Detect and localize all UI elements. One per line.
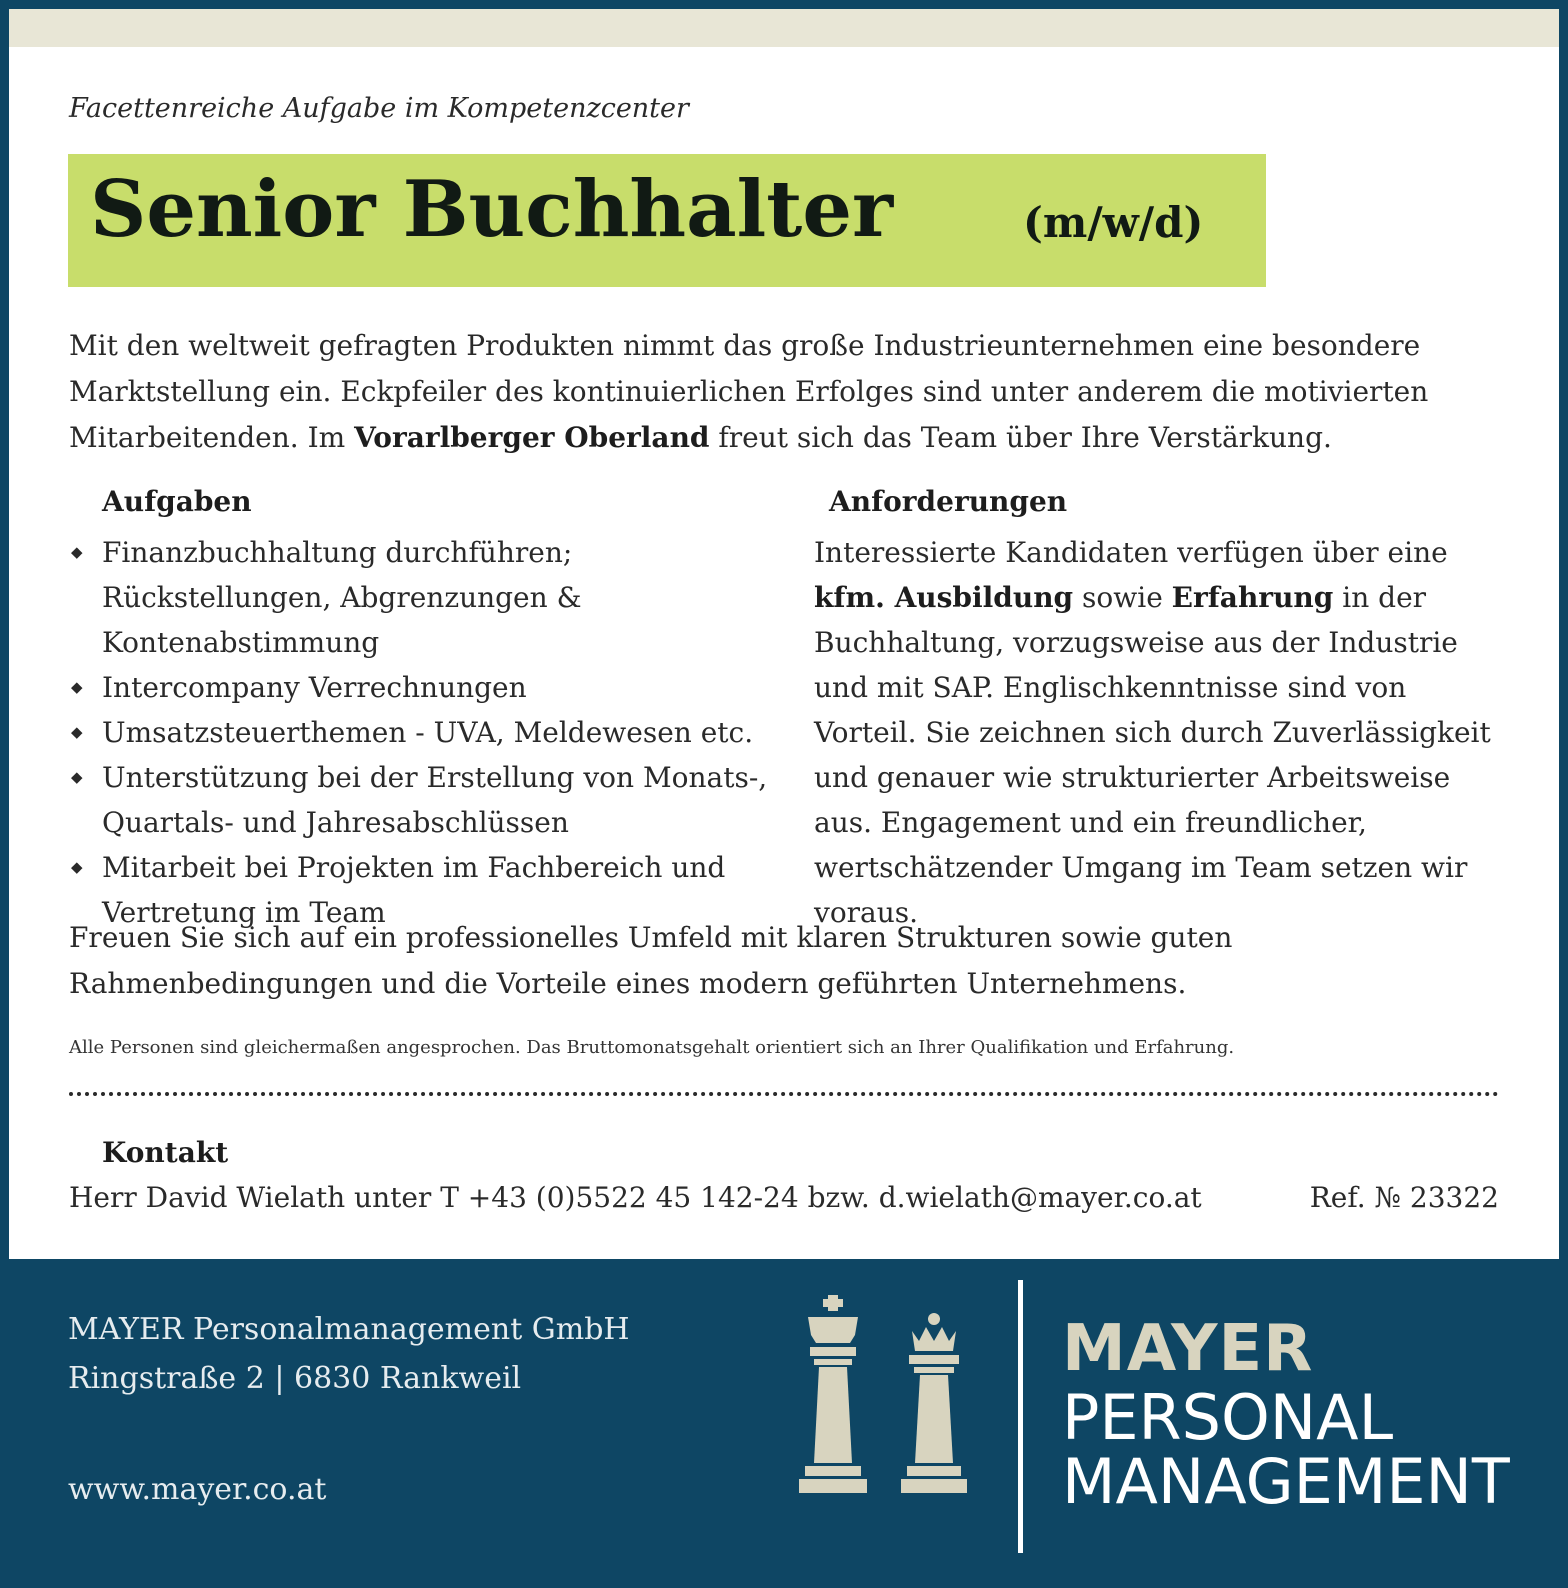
req-experience: Erfahrung — [1171, 581, 1334, 614]
list-item: ◆ Unterstützung bei der Erstellung von Monats-, Quartals- und Jahresabschlüssen — [69, 755, 789, 845]
company-address: Ringstraße 2 | 6830 Rankweil — [68, 1361, 522, 1396]
chess-king-queen-icon — [795, 1295, 990, 1505]
job-title-suffix: (m/w/d) — [1023, 198, 1204, 247]
ad-kicker: Facettenreiche Aufgabe im Kompetenzcenter — [69, 93, 689, 124]
equal-opportunity-note: Alle Personen sind gleichermaßen angesprochen. Das Bruttomonatsgehalt orientiert sich an Ihrer Qualifikation und Erfahrung. — [69, 1037, 1235, 1058]
company-website: www.mayer.co.at — [68, 1472, 327, 1507]
top-band — [9, 9, 1559, 47]
contact-heading: Kontakt — [102, 1136, 229, 1169]
list-item: ◆ Intercompany Verrechnungen — [69, 665, 789, 710]
title-highlight — [68, 154, 1266, 287]
diamond-bullet-icon: ◆ — [71, 543, 83, 561]
footer-divider — [1018, 1280, 1023, 1553]
list-item: ◆ Mitarbeit bei Projekten im Fachbereich und Vertretung im Team — [69, 845, 789, 935]
job-title: Senior Buchhalter — [90, 164, 894, 255]
intro-region: Vorarlberger Oberland — [354, 421, 710, 454]
intro-text-2: freut sich das Team über Ihre Verstärkung. — [709, 421, 1332, 454]
closing-paragraph: Freuen Sie sich auf ein professionelles Umfeld mit klaren Strukturen sowie guten Rahmenbedingungen und die Vorteile eines modern geführten Unternehmens. — [69, 921, 1233, 1000]
diamond-bullet-icon: ◆ — [71, 678, 83, 696]
dotted-divider — [69, 1092, 1499, 1096]
brand-line-2: PERSONAL — [1062, 1381, 1394, 1454]
brand-line-3: MANAGEMENT — [1062, 1445, 1510, 1518]
tasks-heading: Aufgaben — [102, 485, 252, 518]
intro-paragraph — [69, 323, 1529, 461]
reference-number: Ref. № 23322 — [1309, 1181, 1499, 1214]
list-item: ◆ Umsatzsteuerthemen - UVA, Meldewesen etc. — [69, 710, 789, 755]
intro-text-1: Mit den weltweit gefragten Produkten nimmt das große Industrieunternehmen eine besondere Marktstellung ein. Eckpfeiler des kontinuierlichen Erfolges sind unter anderem die motivierten Mitarbeitenden. Im — [69, 329, 1429, 454]
list-item: ◆ Finanzbuchhaltung durchführen; Rückstellungen, Abgrenzungen & Kontenabstimmung — [69, 530, 789, 665]
ad-content-area — [9, 9, 1559, 1259]
company-name: MAYER Personalmanagement GmbH — [68, 1312, 630, 1347]
contact-details: Herr David Wielath unter T +43 (0)5522 45 142-24 bzw. d.wielath@mayer.co.at — [69, 1181, 1202, 1214]
diamond-bullet-icon: ◆ — [71, 858, 83, 876]
requirements-heading: Anforderungen — [829, 485, 1068, 518]
req-training: kfm. Ausbildung — [814, 581, 1074, 614]
diamond-bullet-icon: ◆ — [71, 768, 83, 786]
diamond-bullet-icon: ◆ — [71, 723, 83, 741]
tasks-list — [69, 530, 789, 935]
requirements-paragraph: Interessierte Kandidaten verfügen über eine kfm. Ausbildung sowie Erfahrung in der Buchhaltung, vorzugsweise aus der Industrie und mit SAP. Englischkenntnisse sind von Vorteil. Sie zeichnen sich durch Zuverlässigkeit und genauer wie strukturierter Arbeitsweise aus. Engagement und ein freundlicher, wertschätzender Umgang im Team setzen wir voraus. — [814, 536, 1491, 929]
brand-line-1: MAYER — [1062, 1312, 1314, 1386]
